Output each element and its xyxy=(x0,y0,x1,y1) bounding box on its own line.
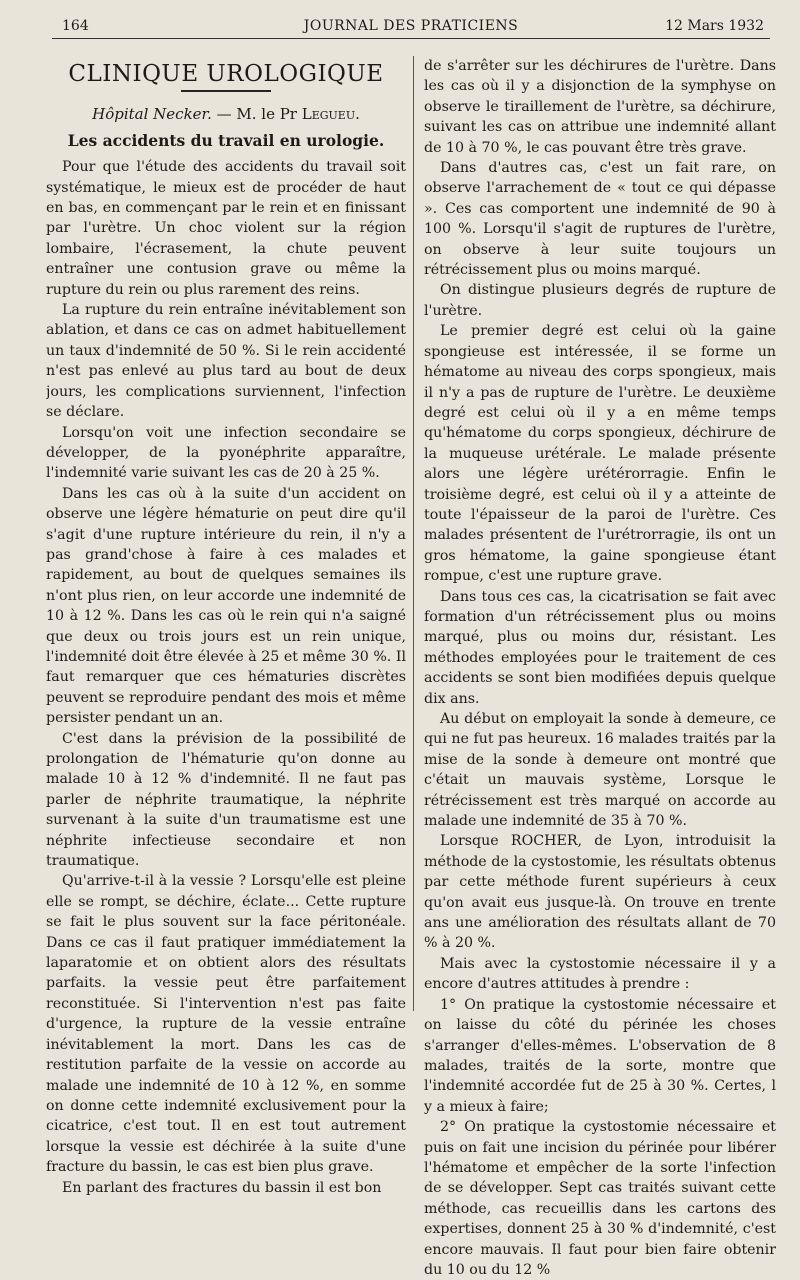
page-number: 164 xyxy=(62,18,89,34)
right-column xyxy=(424,56,776,1280)
journal-title: JOURNAL DES PRATICIENS xyxy=(303,18,519,34)
paragraph: En parlant des fractures du bassin il est bon xyxy=(62,1179,382,1196)
paragraph: Dans les cas où à la suite d'un accident on observe une légère hématurie on peut dire qu'il s'agit d'une rupture intérieure du rein, il n'y a pas grand'chose à faire à ces malades et rapidement, au bout de quelques semaines ils n'ont plus rien, on leur accorde une indemnité de 10 à 12 %. Dans les cas où le rein qui n'a saigné que deux ou trois jours est un rein unique, l'indemnité doit être élevée à 25 et même 30 %. Il faut remarquer que ces hématuries discrètes peuvent se reproduire pendant des mois et même persister pendant un an. xyxy=(46,485,406,727)
paragraph: Lorsque ROCHER, de Lyon, introduisit la méthode de la cystostomie, les résultats obtenus par cette méthode furent supérieurs à ceux qu'on avait eus jusque-là. On trouve en trente ans une amélioration des résultats allant de 70 % à 20 %. xyxy=(424,833,776,952)
left-column xyxy=(46,56,406,1198)
paragraph: Mais avec la cystostomie nécessaire il y a encore d'autres attitudes à prendre : xyxy=(424,955,776,993)
paragraph: Lorsqu'on voit une infection secondaire se développer, de la pyonéphrite apparaître, l'indemnité varie suivant les cas de 20 à 25 %. xyxy=(46,424,406,482)
paragraph: On distingue plusieurs degrés de rupture de l'urètre. xyxy=(424,282,776,319)
column-divider xyxy=(413,56,414,1011)
paragraph: Qu'arrive-t-il à la vessie ? Lorsqu'elle est pleine elle se rompt, se déchire, éclate... Cette rupture se fait le plus souvent sur la face péritonéale. Dans ce cas il faut pratiquer immédiatement la laparatomie et on obtient alors des résultats parfaits. la vessie peut être parfaitement reconstituée. Si l'intervention n'est pas faite d'urgence, la rupture de la vessie entraîne inévitablement la mort. Dans les cas de restitution parfaite de la vessie on accorde au malade une indemnité de 10 à 12 %, en somme on donne cette indemnité exclusivement pour la cicatrice, c'est tout. Il en est tout autrement lorsque la vessie est déchirée à la suite d'une fracture du bassin, le cas est bien plus grave. xyxy=(46,873,406,1176)
paragraph: de s'arrêter sur les déchirures de l'urètre. Dans les cas où il y a disjonction de la symphyse on observe le tiraillement de l'urètre, sa déchirure, suivant les cas on attribue une indemnité allant de 10 à 70 %, le cas pouvant être très grave. xyxy=(424,58,776,156)
paragraph: 2° On pratique la cystostomie nécessaire et puis on fait une incision du périnée pour libérer l'hématome et empêcher de la sorte l'infection de se développer. Sept cas traités suivant cette méthode, cas recueillis dans les cartons des expertises, donnent 25 à 30 % d'indemnité, c'est encore mauvais. Il faut pour bien faire obtenir du 10 ou du 12 % xyxy=(424,1119,776,1278)
paragraph: Dans tous ces cas, la cicatrisation se fait avec formation d'un rétrécissement plus ou moins marqué, plus ou moins dur, résistant. Les méthodes employées pour le traitement de ces accidents se sont bien modifiées depuis quelque dix ans. xyxy=(424,588,776,707)
paragraph: La rupture du rein entraîne inévitablement son ablation, et dans ce cas on admet habituellement un taux d'indemnité de 50 %. Si le rein accidenté n'est pas enlevé au plus tard au bout de deux jours, les complications surviennent, l'infection se déclare. xyxy=(46,302,406,421)
paragraph: Pour que l'étude des accidents du travail soit systématique, le mieux est de procéder de haut en bas, en commençant par le rein et en finissant par l'urètre. Un choc violent sur la région lombaire, l'écrasement, la chute peuvent entraîner une contusion grave ou même la rupture du rein ou plus rarement des reins. xyxy=(46,159,406,298)
running-header xyxy=(52,14,770,39)
hospital-line xyxy=(46,104,406,124)
hospital-name: Hôpital Necker. xyxy=(92,105,212,124)
paragraph: Le premier degré est celui où la gaine spongieuse est intéressée, il se forme un hématome au niveau des corps spongieux, mais il n'y a pas de rupture de l'urètre. Le deuxième degré est celui où il y a en même temps qu'hématome du corps spongieux, déchirure de la muqueuse urétérale. Le malade présente alors une légère urétérorragie. Enfin le troisième degré, est celui où il y a atteinte de toute l'épaisseur de la paroi de l'urètre. Ces malades présentent de l'urétrorragie, ils ont un gros hématome, la gaine spongieuse étant rompue, c'est une rupture grave. xyxy=(424,323,776,585)
article-subtitle: Les accidents du travail en urologie. xyxy=(67,130,385,150)
paragraph: C'est dans la prévision de la possibilité de prolongation de l'hématurie qu'on donne au malade 10 à 12 % d'indemnité. Il ne faut pas parler de néphrite traumatique, la néphrite survenant à la suite d'un traumatisme est une néphrite infectieuse secondaire et non traumatique. xyxy=(46,730,406,870)
section-title: CLINIQUE UROLOGIQUE xyxy=(68,61,384,87)
paragraph: Au début on employait la sonde à demeure, ce qui ne fut pas heureux. 16 malades traités par la mise de la sonde à demeure ont montré que c'était un mauvais système, Lorsque le rétrécissement est très marqué on accorde au malade une indemnité de 35 à 70 %. xyxy=(424,711,776,830)
hospital-separator: — M. le Pr xyxy=(211,105,302,124)
title-rule xyxy=(181,90,271,92)
author-name: Legueu. xyxy=(301,105,360,124)
paragraph: Dans d'autres cas, c'est un fait rare, on observe l'arrachement de « tout ce qui dépasse ». Ces cas comportent une indemnité de 90 à 100 %. Lorsqu'il s'agit de ruptures de l'urètre, on observe à leur suite toujours un rétrécissement plus ou moins marqué. xyxy=(424,160,776,279)
paragraph: 1° On pratique la cystostomie nécessaire et on laisse du côté du périnée les choses s'arranger d'elles-mêmes. L'observation de 8 malades, traités de la sorte, montre que l'indemnité accordée fut de 25 à 30 %. Certes, l y a mieux à faire; xyxy=(424,996,776,1115)
issue-date: 12 Mars 1932 xyxy=(665,18,764,34)
